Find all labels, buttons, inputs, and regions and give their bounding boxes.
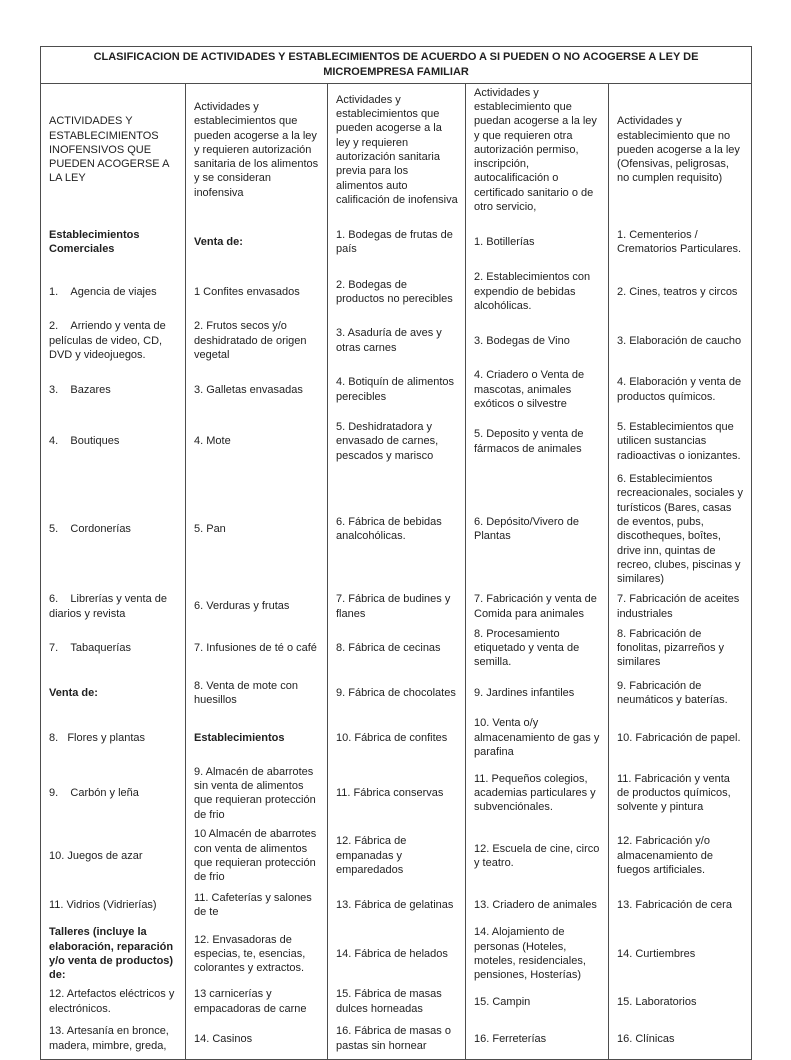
table-cell: 10 Almacén de abarrotes con venta de alimentos que requieran protección de frio bbox=[186, 825, 328, 886]
table-cell: 16. Clínicas bbox=[609, 1019, 752, 1060]
table-cell: 13. Fábrica de gelatinas bbox=[328, 886, 466, 923]
table-cell: 10. Fábrica de confites bbox=[328, 714, 466, 761]
table-cell: 3. Bodegas de Vino bbox=[466, 315, 609, 366]
table-cell: 9. Jardines infantiles bbox=[466, 671, 609, 714]
table-cell: 11. Pequeños colegios, academias particulares y subvenciónales. bbox=[466, 761, 609, 825]
table-cell: 6. Librerías y venta de diarios y revista bbox=[41, 589, 186, 625]
table-cell: 5. Cordonerías bbox=[41, 470, 186, 588]
table-cell: 14. Curtiembres bbox=[609, 923, 752, 984]
table-cell: 4. Botiquín de alimentos perecibles bbox=[328, 366, 466, 413]
header-row bbox=[41, 83, 752, 216]
table-cell: 12. Fábrica de empanadas y emparedados bbox=[328, 825, 466, 886]
table-cell: 6. Fábrica de bebidas analcohólicas. bbox=[328, 470, 466, 588]
table-cell: 2. Frutos secos y/o deshidratado de origen vegetal bbox=[186, 315, 328, 366]
table-cell: 1. Agencia de viajes bbox=[41, 268, 186, 315]
table-row bbox=[41, 1019, 752, 1060]
table-cell: 9. Carbón y leña bbox=[41, 761, 186, 825]
table-cell: 12. Escuela de cine, circo y teatro. bbox=[466, 825, 609, 886]
table-cell: 6. Establecimientos recreacionales, sociales y turísticos (Bares, casas de eventos, pubs, discotheques, boîtes, drive inn, quintas de recreo, clubes, piscinas y similares) bbox=[609, 470, 752, 588]
column-header-cell: Actividades y establecimientos que pueden acogerse a la ley y requieren autorización sanitaria previa para los alimentos auto calificación de inofensiva bbox=[328, 83, 466, 216]
table-row bbox=[41, 315, 752, 366]
table-cell: 13. Artesanía en bronce, madera, mimbre, greda, bbox=[41, 1019, 186, 1060]
table-row bbox=[41, 761, 752, 825]
table-cell: 5. Deposito y venta de fármacos de animales bbox=[466, 413, 609, 470]
table-cell: 4. Mote bbox=[186, 413, 328, 470]
table-cell: 8. Procesamiento etiquetado y venta de semilla. bbox=[466, 625, 609, 672]
table-cell: 16. Ferreterías bbox=[466, 1019, 609, 1060]
table-cell: 13 carnicerías y empacadoras de carne bbox=[186, 985, 328, 1019]
table-cell: 5. Pan bbox=[186, 470, 328, 588]
table-cell: 5. Deshidratadora y envasado de carnes, pescados y marisco bbox=[328, 413, 466, 470]
table-cell: 1. Cementerios / Crematorios Particulares. bbox=[609, 216, 752, 268]
table-cell: 8. Venta de mote con huesillos bbox=[186, 671, 328, 714]
column-header-cell: Actividades y establecimiento que no pueden acogerse a la ley (Ofensivas, peligrosas, no cumplen requisito) bbox=[609, 83, 752, 216]
table-cell: 11. Vidrios (Vidrierías) bbox=[41, 886, 186, 923]
table-cell: 3. Elaboración de caucho bbox=[609, 315, 752, 366]
table-cell: 3. Asaduría de aves y otras carnes bbox=[328, 315, 466, 366]
table-cell: 10. Venta o/y almacenamiento de gas y parafina bbox=[466, 714, 609, 761]
table-cell: 6. Depósito/Vivero de Plantas bbox=[466, 470, 609, 588]
table-cell: 10. Fabricación de papel. bbox=[609, 714, 752, 761]
table-cell: 10. Juegos de azar bbox=[41, 825, 186, 886]
table-cell: 12. Artefactos eléctricos y electrónicos. bbox=[41, 985, 186, 1019]
table-cell: 7. Fabricación de aceites industriales bbox=[609, 589, 752, 625]
table-body bbox=[41, 83, 752, 1059]
table-row bbox=[41, 886, 752, 923]
table-row bbox=[41, 413, 752, 470]
table-cell: 2. Bodegas de productos no perecibles bbox=[328, 268, 466, 315]
table-cell: 9. Fabricación de neumáticos y baterías. bbox=[609, 671, 752, 714]
table-cell: Venta de: bbox=[41, 671, 186, 714]
table-cell: 4. Boutiques bbox=[41, 413, 186, 470]
table-cell: 14. Fábrica de helados bbox=[328, 923, 466, 984]
table-row bbox=[41, 216, 752, 268]
table-cell: 8. Fábrica de cecinas bbox=[328, 625, 466, 672]
table-cell: 15. Laboratorios bbox=[609, 985, 752, 1019]
table-row bbox=[41, 714, 752, 761]
table-cell: 2. Cines, teatros y circos bbox=[609, 268, 752, 315]
table-cell: 14. Alojamiento de personas (Hoteles, moteles, residenciales, pensiones, Hosterías) bbox=[466, 923, 609, 984]
table-cell: 15. Campin bbox=[466, 985, 609, 1019]
title-row bbox=[41, 47, 752, 84]
table-cell: 16. Fábrica de masas o pastas sin hornear bbox=[328, 1019, 466, 1060]
table-cell: 13. Criadero de animales bbox=[466, 886, 609, 923]
table-cell: 5. Establecimientos que utilicen sustancias radioactivas o ionizantes. bbox=[609, 413, 752, 470]
table-cell: 7. Tabaquerías bbox=[41, 625, 186, 672]
table-cell: 4. Criadero o Venta de mascotas, animales exóticos o silvestre bbox=[466, 366, 609, 413]
table-cell: 6. Verduras y frutas bbox=[186, 589, 328, 625]
table-cell: 12. Envasadoras de especias, te, esencias, colorantes y extractos. bbox=[186, 923, 328, 984]
table-cell: Talleres (incluye la elaboración, reparación y/o venta de productos) de: bbox=[41, 923, 186, 984]
table-cell: 7. Infusiones de té o café bbox=[186, 625, 328, 672]
table-cell: Establecimientos Comerciales bbox=[41, 216, 186, 268]
table-cell: 7. Fábrica de budines y flanes bbox=[328, 589, 466, 625]
table-cell: 9. Fábrica de chocolates bbox=[328, 671, 466, 714]
table-cell: 11. Fabricación y venta de productos químicos, solvente y pintura bbox=[609, 761, 752, 825]
table-cell: Establecimientos bbox=[186, 714, 328, 761]
table-row bbox=[41, 825, 752, 886]
classification-table bbox=[40, 46, 752, 1060]
table-cell: 13. Fabricación de cera bbox=[609, 886, 752, 923]
table-cell: 1. Botillerías bbox=[466, 216, 609, 268]
column-header-cell: Actividades y establecimiento que puedan acogerse a la ley y que requieren otra autorización permiso, inscripción, autocalificación o certificado sanitario o de otro servicio, bbox=[466, 83, 609, 216]
table-cell: 8. Fabricación de fonolitas, pizarreños y similares bbox=[609, 625, 752, 672]
table-row bbox=[41, 268, 752, 315]
table-title: CLASIFICACION DE ACTIVIDADES Y ESTABLECIMIENTOS DE ACUERDO A SI PUEDEN O NO ACOGERSE A LEY DE MICROEMPRESA FAMILIAR bbox=[41, 47, 752, 84]
table-cell: 8. Flores y plantas bbox=[41, 714, 186, 761]
table-cell: 2. Arriendo y venta de películas de video, CD, DVD y videojuegos. bbox=[41, 315, 186, 366]
table-cell: 9. Almacén de abarrotes sin venta de alimentos que requieran protección de frio bbox=[186, 761, 328, 825]
table-row bbox=[41, 470, 752, 588]
table-row bbox=[41, 589, 752, 625]
column-header-cell: Actividades y establecimientos que pueden acogerse a la ley y requieren autorización sanitaria de los alimentos y se consideran inofensiva bbox=[186, 83, 328, 216]
table-cell: 12. Fabricación y/o almacenamiento de fuegos artificiales. bbox=[609, 825, 752, 886]
table-cell: 14. Casinos bbox=[186, 1019, 328, 1060]
table-row bbox=[41, 985, 752, 1019]
table-row bbox=[41, 366, 752, 413]
table-cell: 3. Bazares bbox=[41, 366, 186, 413]
table-cell: 11. Fábrica conservas bbox=[328, 761, 466, 825]
table-cell: 7. Fabricación y venta de Comida para animales bbox=[466, 589, 609, 625]
table-cell: 3. Galletas envasadas bbox=[186, 366, 328, 413]
table-cell: 2. Establecimientos con expendio de bebidas alcohólicas. bbox=[466, 268, 609, 315]
table-row bbox=[41, 625, 752, 672]
table-cell: 11. Cafeterías y salones de te bbox=[186, 886, 328, 923]
table-row bbox=[41, 671, 752, 714]
table-cell: 1. Bodegas de frutas de país bbox=[328, 216, 466, 268]
table-cell: 4. Elaboración y venta de productos químicos. bbox=[609, 366, 752, 413]
column-header-cell: ACTIVIDADES Y ESTABLECIMIENTOS INOFENSIVOS QUE PUEDEN ACOGERSE A LA LEY bbox=[41, 83, 186, 216]
table-cell: 15. Fábrica de masas dulces horneadas bbox=[328, 985, 466, 1019]
table-row bbox=[41, 923, 752, 984]
table-cell: Venta de: bbox=[186, 216, 328, 268]
table-cell: 1 Confites envasados bbox=[186, 268, 328, 315]
